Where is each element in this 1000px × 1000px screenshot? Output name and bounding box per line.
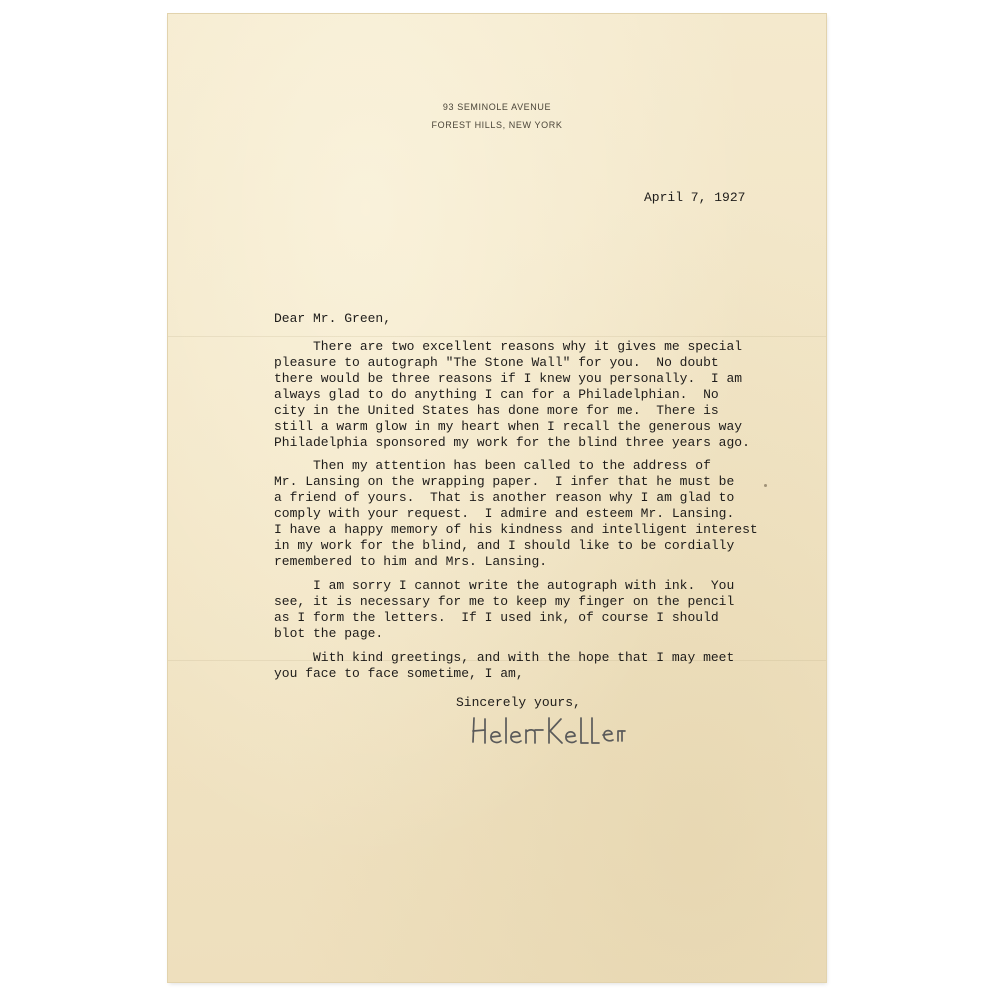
text-line: Philadelphia sponsored my work for the blind three years ago. — [274, 435, 750, 450]
text-line: With kind greetings, and with the hope that I may meet — [274, 650, 735, 665]
paragraph-4 — [274, 650, 734, 682]
closing: Sincerely yours, — [456, 695, 581, 710]
handwritten-signature — [470, 710, 660, 754]
text-line: a friend of yours. That is another reason why I am glad to — [274, 490, 735, 505]
text-line: there would be three reasons if I knew you personally. I am — [274, 371, 743, 386]
text-line: always glad to do anything I can for a Philadelphian. No — [274, 387, 719, 402]
text-line: Mr. Lansing on the wrapping paper. I infer that he must be — [274, 474, 735, 489]
text-line: I am sorry I cannot write the autograph with ink. You — [274, 578, 735, 593]
text-line: pleasure to autograph "The Stone Wall" for you. No doubt — [274, 355, 719, 370]
text-line: in my work for the blind, and I should like to be cordially — [274, 538, 735, 553]
text-line: city in the United States has done more for me. There is — [274, 403, 719, 418]
paragraph-1 — [274, 339, 750, 451]
letterhead-address: 93 SEMINOLE AVENUE — [442, 102, 552, 112]
text-line: as I form the letters. If I used ink, of course I should — [274, 610, 719, 625]
salutation: Dear Mr. Green, — [274, 311, 392, 326]
text-line: remembered to him and Mrs. Lansing. — [274, 554, 548, 569]
paper-speck — [764, 484, 767, 487]
text-line: you face to face sometime, I am, — [274, 666, 524, 681]
paragraph-2 — [274, 458, 758, 570]
letter-date: April 7, 1927 — [644, 190, 746, 205]
letterhead-city: FOREST HILLS, NEW YORK — [431, 120, 563, 130]
text-line: There are two excellent reasons why it gives me special — [274, 339, 743, 354]
text-line: I have a happy memory of his kindness and intelligent interest — [274, 522, 758, 537]
fold-line — [168, 336, 826, 337]
text-line: comply with your request. I admire and esteem Mr. Lansing. — [274, 506, 735, 521]
text-line: still a warm glow in my heart when I recall the generous way — [274, 419, 743, 434]
letter-paper — [168, 14, 826, 982]
paragraph-3 — [274, 578, 734, 642]
text-line: see, it is necessary for me to keep my finger on the pencil — [274, 594, 735, 609]
text-line: Then my attention has been called to the address of — [274, 458, 711, 473]
text-line: blot the page. — [274, 626, 384, 641]
